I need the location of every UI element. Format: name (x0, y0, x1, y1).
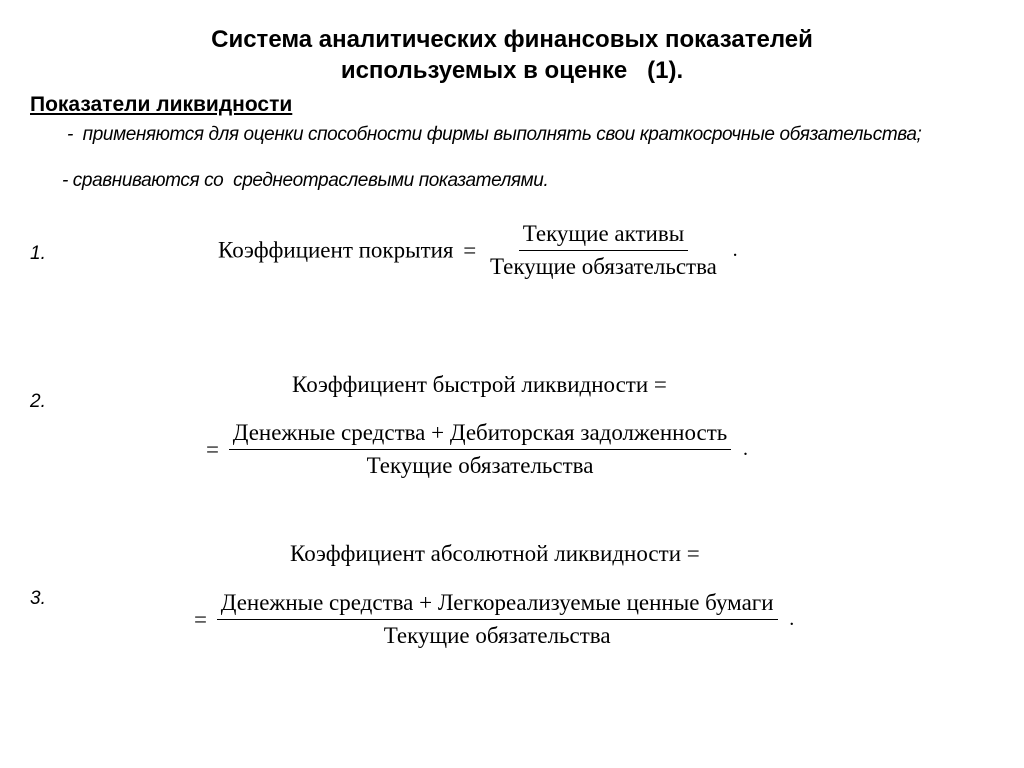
page-title (0, 24, 1024, 86)
formula-quick-ratio (202, 420, 748, 479)
fraction (217, 590, 778, 649)
formula-lhs: Коэффициент абсолютной ликвидности = (290, 541, 700, 566)
formula-coverage-ratio (218, 221, 738, 280)
formula-number: 3. (30, 588, 46, 609)
fraction (486, 221, 721, 280)
section-heading: Показатели ликвидности (30, 93, 293, 116)
fraction-denominator: Текущие обязательства (490, 254, 717, 279)
equals-sign: = (463, 237, 477, 263)
title-line-2: используемых в оценке (1). (340, 57, 684, 84)
formula-end: . (789, 608, 795, 630)
formula-end: . (732, 239, 738, 261)
fraction-denominator: Текущие обязательства (366, 453, 594, 478)
formula-lhs: Коэффициент быстрой ликвидности = (292, 372, 667, 397)
fraction-denominator: Текущие обязательства (383, 623, 611, 648)
formula-number: 2. (30, 391, 46, 412)
formula-number: 1. (30, 243, 46, 264)
formula-end: . (743, 438, 749, 460)
fraction (229, 420, 732, 479)
fraction-numerator: Денежные средства + Легкореализуемые ценные бумаги (217, 590, 778, 620)
equals-sign: = (194, 606, 207, 632)
bullet-item: - применяются для оценки способности фирмы выполнять свои краткосрочные обязательства; (67, 124, 922, 145)
equals-sign: = (206, 436, 219, 462)
bullet-item: - сравниваются со среднеотраслевыми показателями. (62, 170, 549, 191)
title-line-1: Система аналитических финансовых показателей (211, 26, 813, 53)
formula-absolute-liquidity-ratio (190, 590, 794, 649)
fraction-numerator: Денежные средства + Дебиторская задолженность (229, 420, 732, 450)
formula-lhs: Коэффициент покрытия (218, 237, 454, 263)
fraction-numerator: Текущие активы (519, 221, 688, 251)
